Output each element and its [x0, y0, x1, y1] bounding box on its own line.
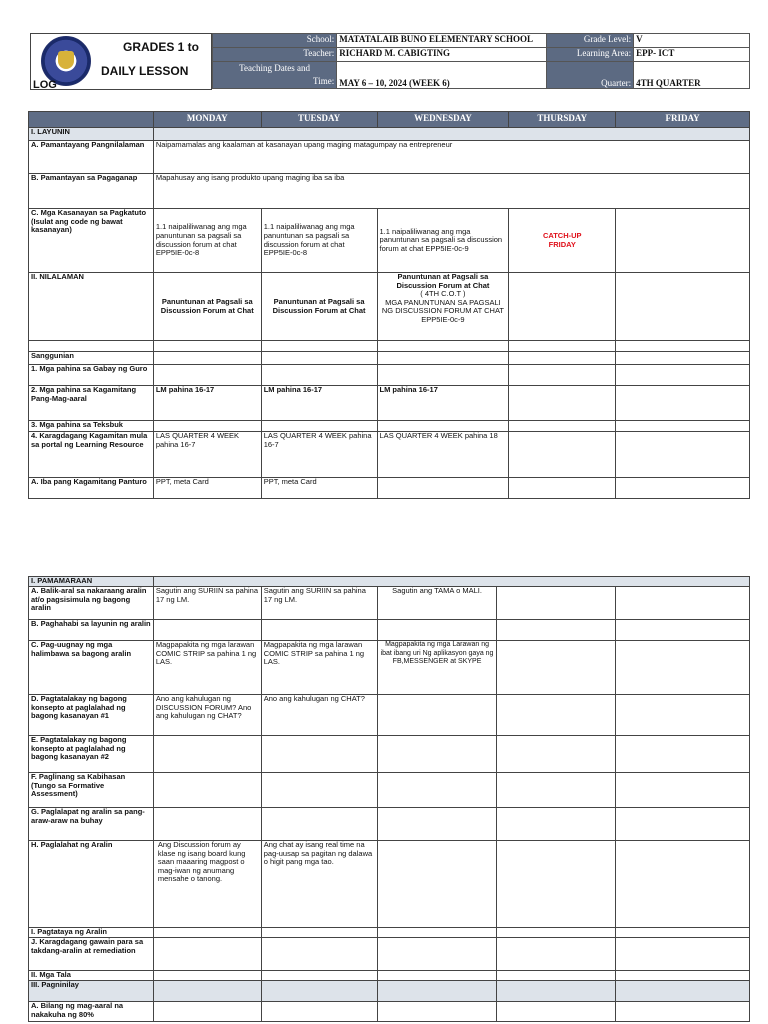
dates-value: MAY 6 – 10, 2024 (WEEK 6): [337, 62, 547, 89]
pamamaraan-heading: I. PAMAMARAAN: [29, 577, 154, 587]
nilalaman-tuesday: Panuntunan at Pagsali sa Discussion Forum at Chat: [261, 273, 377, 341]
las-tuesday: LAS QUARTER 4 WEEK pahina 16-7: [261, 432, 377, 478]
bilang-80-label: A. Bilang ng mag-aaral na nakakuha ng 80%: [29, 1002, 154, 1022]
nilalaman-wed-code: EPP5IE-0c-9: [421, 314, 465, 324]
procedure-table: [28, 576, 750, 1022]
iba-monday: PPT, meta Card: [153, 478, 261, 499]
area-label: Learning Area:: [547, 48, 634, 62]
quarter-value: 4TH QUARTER: [634, 62, 750, 89]
teksbuk-label: 3. Mga pahina sa Teksbuk: [29, 421, 154, 432]
las-monday: LAS QUARTER 4 WEEK pahina 16-7: [153, 432, 261, 478]
nilalaman-label: II. NILALAMAN: [29, 273, 154, 341]
iba-tuesday: PPT, meta Card: [261, 478, 377, 499]
day-wednesday: WEDNESDAY: [377, 112, 509, 128]
kasanayan-monday: 1.1 naipaliliwanag ang mga panuntunan sa pagsali sa discussion forum at chat EPP5IE-0c-8: [153, 209, 261, 273]
balik-aral-tuesday: Sagutin ang SURIIN sa pahina 17 ng LM.: [261, 587, 377, 620]
friday-line: FRIDAY: [548, 239, 576, 249]
talakay-2-label: E. Pagtatalakay ng bagong konsepto at paglalahad ng bagong kasanayan #2: [29, 736, 154, 773]
catch-up-friday: [509, 209, 616, 273]
pamantayan-pagaganap-text: Mapahusay ang isang produkto upang maging iba sa iba: [153, 174, 749, 209]
log-title: LOG: [33, 79, 57, 91]
paglalahat-monday: Ang Discussion forum ay klase ng isang board kung saan maaaring magpost o mag-iwan ng anumang mensahe o tanong.: [153, 841, 261, 928]
day-tuesday: TUESDAY: [261, 112, 377, 128]
dates-label-2: Time:: [313, 76, 335, 86]
kagamitan-mag-aaral-label: 2. Mga pahina sa Kagamitang Pang-Mag-aaral: [29, 386, 154, 421]
daily-lesson-title: DAILY LESSON: [101, 64, 189, 78]
nilalaman-monday: Panuntunan at Pagsali sa Discussion Forum at Chat: [153, 273, 261, 341]
sanggunian-label: Sanggunian: [29, 352, 154, 365]
las-wednesday: LAS QUARTER 4 WEEK pahina 18: [377, 432, 509, 478]
pagninilay-label: III. Pagninilay: [29, 981, 154, 1002]
header-title-box: [30, 33, 212, 90]
balik-aral-wednesday: Sagutin ang TAMA o MALI.: [377, 587, 497, 620]
pamantayang-pangnilalaman-label: A. Pamantayang Pangnilalaman: [29, 141, 154, 174]
teacher-value: RICHARD M. CABIGTING: [337, 48, 547, 62]
nilalaman-wed-sub: MGA PANUNTUNAN SA PAGSALI NG DISCUSSION FORUM AT CHAT: [381, 297, 504, 316]
school-value: MATATALAIB BUNO ELEMENTARY SCHOOL: [337, 34, 547, 48]
day-friday: FRIDAY: [616, 112, 750, 128]
layunin-heading: I. LAYUNIN: [29, 128, 154, 141]
pamantayan-pagaganap-label: B. Pamantayan sa Pagaganap: [29, 174, 154, 209]
kasanayan-tuesday: 1.1 naipaliliwanag ang mga panuntunan sa pagsali sa discussion forum at chat EPP5IE-0c-8: [261, 209, 377, 273]
learning-resource-label: 4. Karagdagang Kagamitan mula sa portal ng Learning Resource: [29, 432, 154, 478]
lm-tuesday: LM pahina 16-17: [261, 386, 377, 421]
paghahabi-label: B. Paghahabi sa layunin ng aralin: [29, 620, 154, 641]
balik-aral-label: A. Balik-aral sa nakaraang aralin at/o pagsisimula ng bagong aralin: [29, 587, 154, 620]
pag-uugnay-wednesday: Magpapakita ng mga Larawan ng ibat ibang uri Ng aplikasyon gaya ng FB,MESSENGER at SKYPE: [377, 641, 497, 695]
school-label: School:: [213, 34, 337, 48]
pagtataya-label: I. Pagtataya ng Aralin: [29, 928, 154, 938]
talakay-1-monday: Ano ang kahulugan ng DISCUSSION FORUM? Ano ang kahulugan ng CHAT?: [153, 695, 261, 736]
balik-aral-monday: Sagutin ang SURIIN sa pahina 17 ng LM.: [153, 587, 261, 620]
objectives-table: [28, 111, 750, 499]
corner-cell: [29, 112, 154, 128]
pamantayang-pangnilalaman-text: Naipamamalas ang kaalaman at kasanayan upang maging matagumpay na entrepreneur: [153, 141, 749, 174]
nilalaman-wed-title: Panuntunan at Pagsali sa Discussion Forum at Chat: [396, 272, 490, 290]
quarter-label: Quarter:: [547, 62, 634, 89]
header-info-table: [212, 33, 750, 89]
kabihasan-label: F. Paglinang sa Kabihasan (Tungo sa Formative Assessment): [29, 773, 154, 808]
grades-title: GRADES 1 to: [123, 40, 200, 54]
pag-uugnay-tuesday: Magpapakita ng mga larawan COMIC STRIP sa pahina 1 ng LAS.: [261, 641, 377, 695]
catch-up-line: CATCH-UP: [542, 230, 582, 240]
lm-wednesday: LM pahina 16-17: [377, 386, 509, 421]
mga-tala-label: II. Mga Tala: [29, 971, 154, 981]
dates-label-1: Teaching Dates and: [239, 63, 311, 73]
paglalapat-label: G. Paglalapat ng aralin sa pang-araw-araw na buhay: [29, 808, 154, 841]
lm-monday: LM pahina 16-17: [153, 386, 261, 421]
iba-kagamitan-label: A. Iba pang Kagamitang Panturo: [29, 478, 154, 499]
pag-uugnay-monday: Magpapakita ng mga larawan COMIC STRIP sa pahina 1 ng LAS.: [153, 641, 261, 695]
gabay-guro-label: 1. Mga pahina sa Gabay ng Guro: [29, 365, 154, 386]
lesson-header: [30, 33, 750, 91]
talakay-1-label: D. Pagtatalakay ng bagong konsepto at paglalahad ng bagong kasanayan #1: [29, 695, 154, 736]
karagdagang-gawain-label: J. Karagdagang gawain para sa takdang-aralin at remediation: [29, 938, 154, 971]
nilalaman-wed-cot: ( 4TH C.O.T ): [420, 289, 466, 299]
talakay-1-tuesday: Ano ang kahulugan ng CHAT?: [261, 695, 377, 736]
grade-value: V: [634, 34, 750, 48]
teacher-label: Teacher:: [213, 48, 337, 62]
day-thursday: THURSDAY: [509, 112, 616, 128]
pag-uugnay-label: C. Pag-uugnay ng mga halimbawa sa bagong aralin: [29, 641, 154, 695]
area-value: EPP- ICT: [634, 48, 750, 62]
paglalahat-label: H. Paglalahat ng Aralin: [29, 841, 154, 928]
kasanayan-label: C. Mga Kasanayan sa Pagkatuto (Isulat ang code ng bawat kasanayan): [29, 209, 154, 273]
grade-label: Grade Level:: [547, 34, 634, 48]
nilalaman-wednesday: [377, 273, 509, 341]
kasanayan-wednesday: 1.1 naipaliliwanag ang mga panuntunan sa pagsali sa discussion forum at chat EPP5IE-0c-9: [377, 209, 509, 273]
day-monday: MONDAY: [153, 112, 261, 128]
paglalahat-tuesday: Ang chat ay isang real time na pag-uusap sa pagitan ng dalawa o higit pang mga tao.: [261, 841, 377, 928]
dates-label: [213, 62, 337, 89]
